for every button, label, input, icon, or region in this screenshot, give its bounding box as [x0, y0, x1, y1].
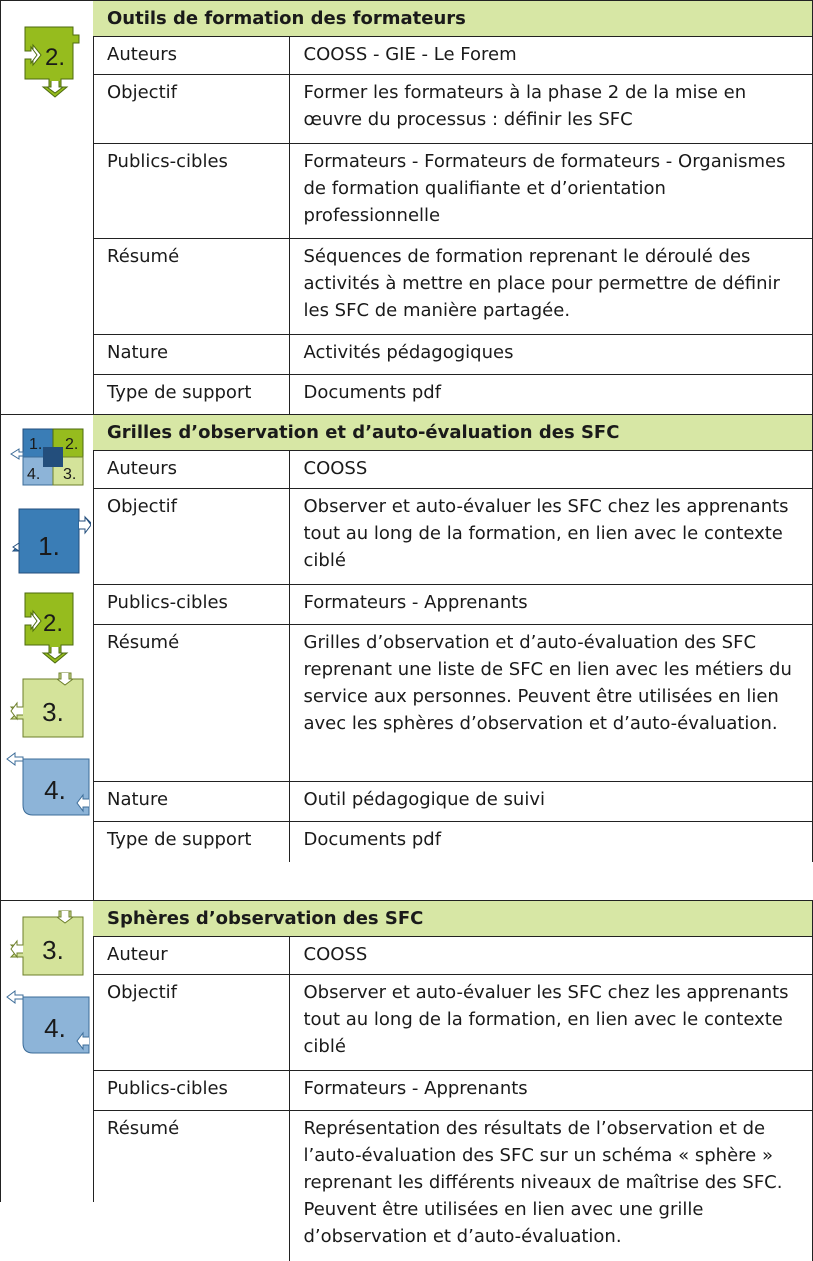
row-label: Objectif: [93, 975, 289, 1071]
section-grilles-observation: [0, 414, 813, 901]
row-value: Grilles d’observation et d’auto-évaluation des SFC reprenant une liste de SFC en lien avec les métiers du service aux personnes. Peuvent être utilisées en lien avec les sphères d’observation et d’auto-évaluation.: [289, 625, 813, 782]
green-puzzle-piece-2-icon: [23, 591, 83, 667]
svg-text:2.: 2.: [65, 436, 79, 453]
row-label: Résumé: [93, 239, 289, 335]
svg-text:3.: 3.: [42, 697, 64, 727]
table-row: [93, 937, 813, 975]
section-title: Sphères d’observation des SFC: [93, 901, 813, 937]
lightgreen-puzzle-piece-3-icon: [9, 671, 89, 743]
table-row: [93, 489, 813, 585]
table-row: [93, 585, 813, 625]
table-row: [93, 375, 813, 415]
info-table: [93, 937, 813, 1261]
section-table: [93, 901, 813, 1247]
table-row: [93, 451, 813, 489]
row-label: Type de support: [93, 822, 289, 862]
row-value: Documents pdf: [289, 375, 813, 415]
table-row: [93, 1071, 813, 1111]
row-label: Auteurs: [93, 451, 289, 489]
row-label: Type de support: [93, 375, 289, 415]
row-value: COOSS - GIE - Le Forem: [289, 37, 813, 75]
info-table: [93, 451, 813, 862]
svg-text:2.: 2.: [44, 44, 66, 71]
table-row: [93, 625, 813, 782]
lightblue-puzzle-piece-4-icon: [5, 987, 91, 1059]
table-row: [93, 335, 813, 375]
row-label: Nature: [93, 335, 289, 375]
section-title: Outils de formation des formateurs: [93, 1, 813, 37]
row-value: Observer et auto-évaluer les SFC chez les apprenants tout au long de la formation, en lien avec le contexte ciblé: [289, 975, 813, 1071]
lightgreen-puzzle-piece-3-icon: [9, 909, 89, 981]
table-row: [93, 1111, 813, 1261]
table-row: [93, 144, 813, 239]
row-value: COOSS: [289, 451, 813, 489]
row-value: Documents pdf: [289, 822, 813, 862]
row-label: Publics-cibles: [93, 1071, 289, 1111]
section-icon-column: [0, 415, 94, 901]
row-value: Activités pédagogiques: [289, 335, 813, 375]
row-label: Auteur: [93, 937, 289, 975]
green-puzzle-piece-2-icon: [23, 25, 83, 101]
row-value: COOSS: [289, 937, 813, 975]
svg-text:1.: 1.: [38, 531, 60, 561]
table-row: [93, 75, 813, 144]
row-label: Résumé: [93, 625, 289, 782]
row-label: Résumé: [93, 1111, 289, 1261]
section-spheres-observation: [0, 900, 813, 1247]
puzzle-quad-icon: [9, 423, 89, 491]
svg-text:1.: 1.: [29, 436, 43, 453]
table-row: [93, 975, 813, 1071]
row-value: Représentation des résultats de l’observation et de l’auto-évaluation des SFC sur un schéma « sphère » reprenant les différents niveaux de maîtrise des SFC. Peuvent être utilisées en lien avec une grille d’observation et d’auto-évaluation.: [289, 1111, 813, 1261]
svg-text:3.: 3.: [42, 935, 64, 965]
row-value: Formateurs - Apprenants: [289, 585, 813, 625]
section-table: [93, 1, 813, 415]
row-label: Publics-cibles: [93, 585, 289, 625]
section-icon-column: [0, 901, 94, 1202]
row-label: Nature: [93, 782, 289, 822]
row-label: Objectif: [93, 489, 289, 585]
svg-text:4.: 4.: [44, 1013, 66, 1043]
svg-text:2.: 2.: [42, 610, 64, 637]
table-row: [93, 239, 813, 335]
section-title: Grilles d’observation et d’auto-évaluation des SFC: [93, 415, 813, 451]
info-table: [93, 37, 813, 415]
row-label: Publics-cibles: [93, 144, 289, 239]
section-outils-formation: [0, 0, 813, 415]
row-value: Formateurs - Apprenants: [289, 1071, 813, 1111]
row-value: Formateurs - Formateurs de formateurs - Organismes de formation qualifiante et d’orientation professionnelle: [289, 144, 813, 239]
row-label: Auteurs: [93, 37, 289, 75]
row-value: Observer et auto-évaluer les SFC chez les apprenants tout au long de la formation, en lien avec le contexte ciblé: [289, 489, 813, 585]
row-label: Objectif: [93, 75, 289, 144]
blue-puzzle-piece-1-icon: [11, 507, 91, 579]
svg-text:3.: 3.: [63, 466, 77, 483]
section-table: [93, 415, 813, 901]
row-value: Séquences de formation reprenant le déroulé des activités à mettre en place pour permettre de définir les SFC de manière partagée.: [289, 239, 813, 335]
table-row: [93, 782, 813, 822]
table-row: [93, 822, 813, 862]
row-value: Outil pédagogique de suivi: [289, 782, 813, 822]
section-icon-column: [0, 1, 94, 415]
lightblue-puzzle-piece-4-icon: [5, 749, 91, 821]
svg-text:4.: 4.: [44, 775, 66, 805]
row-value: Former les formateurs à la phase 2 de la mise en œuvre du processus : définir les SFC: [289, 75, 813, 144]
table-row: [93, 37, 813, 75]
svg-text:4.: 4.: [27, 466, 41, 483]
